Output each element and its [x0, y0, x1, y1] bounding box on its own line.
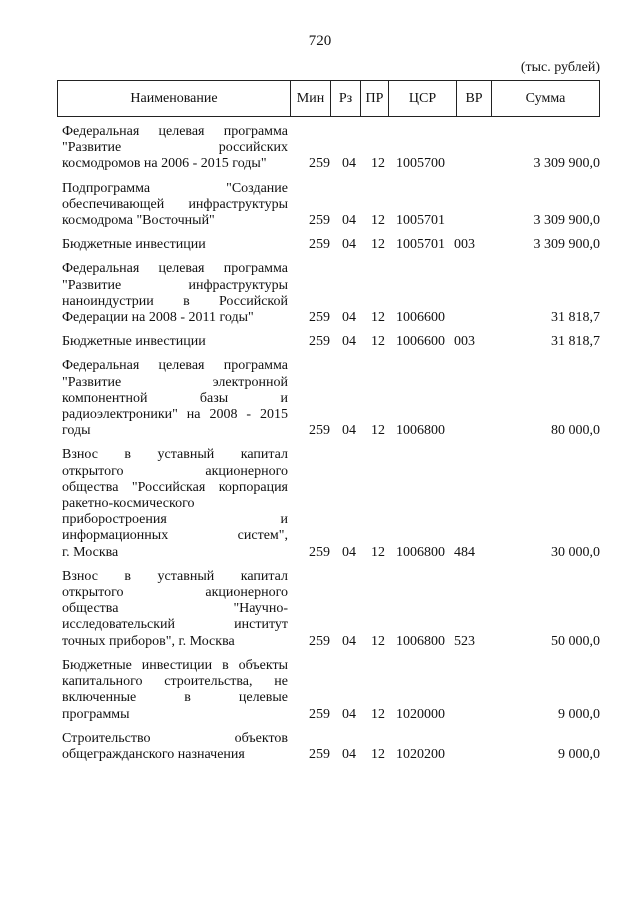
- row-min: 259: [309, 213, 330, 229]
- row-rz: 04: [342, 310, 356, 326]
- units-label: (тыс. рублей): [520, 60, 600, 75]
- row-name-line: общегражданского назначения: [62, 746, 245, 762]
- row-rz: 04: [342, 423, 356, 439]
- row-rz: 04: [342, 213, 356, 229]
- row-name-line: Бюджетные инвестиции: [62, 334, 206, 350]
- row-name-line: включенные в целевые: [62, 690, 288, 706]
- table-row: [62, 447, 600, 560]
- row-name-line: годы: [62, 423, 91, 439]
- row-name-line: Бюджетные инвестиции: [62, 237, 206, 253]
- row-min: 259: [309, 633, 330, 649]
- row-name-line: радиоэлектроники" на 2008 - 2015: [62, 407, 288, 423]
- row-name-line: Взнос в уставный капитал: [62, 447, 288, 463]
- table-row: [62, 334, 600, 350]
- row-name-line: открытого акционерного: [62, 463, 288, 479]
- row-min: 259: [309, 544, 330, 560]
- row-csr: 1006600: [396, 334, 445, 350]
- table-row: [62, 124, 600, 173]
- row-name-line: общества "Российская корпорация: [62, 479, 288, 495]
- row-name-line: исследовательский институт: [62, 617, 288, 633]
- row-name-line: "Развитие инфраструктуры: [62, 277, 288, 293]
- row-pr: 12: [371, 746, 385, 762]
- row-vr: 003: [454, 334, 475, 350]
- header-vr: ВР: [457, 81, 492, 116]
- row-name-line: Федерации на 2008 - 2011 годы": [62, 310, 254, 326]
- row-min: 259: [309, 334, 330, 350]
- row-vr: 484: [454, 544, 475, 560]
- row-csr: 1005700: [396, 156, 445, 172]
- row-sum: 31 818,7: [551, 310, 600, 326]
- row-name-line: ракетно-космического: [62, 496, 195, 512]
- row-name-line: капитального строительства, не: [62, 674, 288, 690]
- row-name: [62, 731, 288, 763]
- row-sum: 80 000,0: [551, 423, 600, 439]
- row-csr: 1020000: [396, 706, 445, 722]
- header-rz: Рз: [331, 81, 361, 116]
- row-sum: 3 309 900,0: [533, 156, 600, 172]
- row-sum: 3 309 900,0: [533, 213, 600, 229]
- row-pr: 12: [371, 213, 385, 229]
- table-row: [62, 658, 600, 723]
- row-min: 259: [309, 310, 330, 326]
- row-name-line: программы: [62, 706, 130, 722]
- row-rz: 04: [342, 237, 356, 253]
- row-name-line: г. Москва: [62, 544, 119, 560]
- row-name: [62, 358, 288, 439]
- row-name-line: Взнос в уставный капитал: [62, 568, 288, 584]
- row-name-line: "Развитие российских: [62, 140, 288, 156]
- row-name-line: Федеральная целевая программа: [62, 261, 288, 277]
- row-name-line: информационных систем",: [62, 528, 288, 544]
- row-min: 259: [309, 706, 330, 722]
- row-name: [62, 447, 288, 560]
- row-csr: 1006800: [396, 544, 445, 560]
- row-csr: 1006800: [396, 633, 445, 649]
- row-sum: 9 000,0: [558, 706, 600, 722]
- row-pr: 12: [371, 423, 385, 439]
- row-sum: 30 000,0: [551, 544, 600, 560]
- row-min: 259: [309, 423, 330, 439]
- row-csr: 1005701: [396, 213, 445, 229]
- table-header: [57, 80, 600, 117]
- row-rz: 04: [342, 334, 356, 350]
- row-name: [62, 261, 288, 326]
- row-name-line: "Развитие электронной: [62, 374, 288, 390]
- table-row: [62, 731, 600, 763]
- row-name-line: наноиндустрии в Российской: [62, 293, 288, 309]
- row-name-line: общества "Научно-: [62, 601, 288, 617]
- row-rz: 04: [342, 706, 356, 722]
- row-name-line: космодрома "Восточный": [62, 213, 215, 229]
- row-sum: 9 000,0: [558, 746, 600, 762]
- row-csr: 1006800: [396, 423, 445, 439]
- table-row: [62, 358, 600, 439]
- row-name-line: компонентной базы и: [62, 390, 288, 406]
- row-pr: 12: [371, 237, 385, 253]
- row-name: [62, 569, 288, 650]
- row-name-line: космодромов на 2006 - 2015 годы": [62, 156, 267, 172]
- table-row: [62, 181, 600, 230]
- row-csr: 1006600: [396, 310, 445, 326]
- row-csr: 1005701: [396, 237, 445, 253]
- row-csr: 1020200: [396, 746, 445, 762]
- row-min: 259: [309, 746, 330, 762]
- table-row: [62, 261, 600, 326]
- row-sum: 31 818,7: [551, 334, 600, 350]
- table-row: [62, 237, 600, 253]
- header-name: Наименование: [58, 81, 291, 116]
- row-rz: 04: [342, 544, 356, 560]
- row-name-line: Подпрограмма "Создание: [62, 180, 288, 196]
- table-body: [62, 124, 600, 771]
- row-pr: 12: [371, 156, 385, 172]
- row-min: 259: [309, 237, 330, 253]
- row-name: [62, 237, 288, 253]
- row-rz: 04: [342, 746, 356, 762]
- row-name: [62, 181, 288, 230]
- row-pr: 12: [371, 544, 385, 560]
- row-name-line: точных приборов", г. Москва: [62, 633, 235, 649]
- row-name-line: открытого акционерного: [62, 585, 288, 601]
- row-min: 259: [309, 156, 330, 172]
- row-name-line: приборостроения и: [62, 512, 288, 528]
- row-pr: 12: [371, 633, 385, 649]
- header-min: Мин: [291, 81, 331, 116]
- header-csr: ЦСР: [389, 81, 457, 116]
- row-name: [62, 124, 288, 173]
- page-number: 720: [308, 33, 332, 49]
- row-rz: 04: [342, 156, 356, 172]
- row-name: [62, 658, 288, 723]
- row-vr: 003: [454, 237, 475, 253]
- row-name-line: Бюджетные инвестиции в объекты: [62, 657, 288, 673]
- row-rz: 04: [342, 633, 356, 649]
- row-name-line: обеспечивающей инфраструктуры: [62, 196, 288, 212]
- table-row: [62, 569, 600, 650]
- row-pr: 12: [371, 334, 385, 350]
- row-name-line: Федеральная целевая программа: [62, 124, 288, 139]
- row-pr: 12: [371, 310, 385, 326]
- row-pr: 12: [371, 706, 385, 722]
- row-sum: 3 309 900,0: [533, 237, 600, 253]
- row-sum: 50 000,0: [551, 633, 600, 649]
- row-name: [62, 334, 288, 350]
- header-pr: ПР: [361, 81, 389, 116]
- row-vr: 523: [454, 633, 475, 649]
- row-name-line: Строительство объектов: [62, 730, 288, 746]
- header-sum: Сумма: [525, 90, 566, 106]
- row-name-line: Федеральная целевая программа: [62, 358, 288, 374]
